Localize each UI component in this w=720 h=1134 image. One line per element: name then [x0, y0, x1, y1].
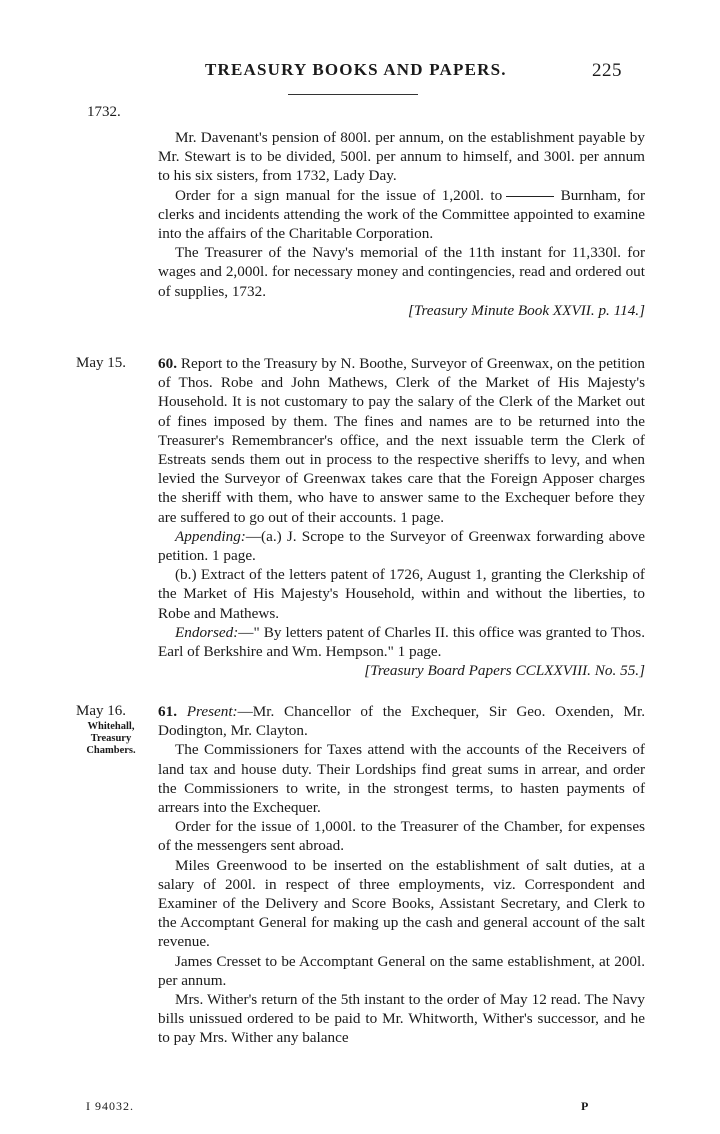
- header-rule: [288, 94, 418, 95]
- paragraph: Order for the issue of 1,000l. to the Treasurer of the Chamber, for expenses of the messengers sent abroad.: [158, 818, 645, 855]
- paragraph: The Commissioners for Taxes attend with the accounts of the Receivers of land tax and house duty. Their Lordships find great sums in arrear, and order the Commissioners to write, in the strongest terms, to hasten payments of arrears into the Exchequer.: [158, 741, 645, 817]
- location-line: Whitehall,: [87, 721, 135, 732]
- present-label: Present:: [186, 703, 238, 720]
- year-label: 1732.: [87, 104, 121, 120]
- appending-label: Appending:: [175, 527, 246, 545]
- sidenote-date: [76, 354, 126, 373]
- entry-date: May 16.: [76, 703, 126, 719]
- paragraph: Mr. Davenant's pension of 800l. per annum, on the establishment payable by Mr. Stewart is to be divided, 500l. per annum to himself, and 300l. per annum to his six sisters, from 1732, Lady Day.: [158, 129, 645, 185]
- paragraph: Mrs. Wither's return of the 5th instant to the order of May 12 read. The Navy bills unissued ordered to be paid to Mr. Whitworth, Wither's successor, and he to pay Mrs. Wither any balance: [158, 991, 645, 1047]
- sidenote-date: [76, 702, 146, 757]
- sheet-letter: P: [581, 1099, 589, 1113]
- paragraph: Endorsed:—" By letters patent of Charles II. this office was granted to Thos. Earl of Berkshire and Wm. Hempson." 1 page.: [158, 623, 645, 661]
- entry-number: 61.: [158, 703, 177, 720]
- paragraph: Appending:—(a.) J. Scrope to the Surveyor of Greenwax forwarding above petition. 1 page.: [158, 527, 645, 565]
- paragraph: Order for a sign manual for the issue of 1,200l. to Burnham, for clerks and incidents attending the work of the Committee appointed to examine into the affairs of the Charitable Corporation.: [158, 186, 646, 243]
- paragraph: 60. Report to the Treasury by N. Boothe, Surveyor of Greenwax, on the petition of Thos. Robe and John Mathews, Clerk of the Market of His Majesty's Household. It is not customary to pay the salary of the Clerk of the Market out of fines imposed by them. The fines and names are to be returned into the Treasurer's Remembrancer's office, and the next issuable term the Clerk of Estreats sends them out in process to the respective sheriffs to levy, and when levied the Surveyor of Greenwax takes care that the Foreign Apposer charges the sheriff with them, who have to answer same to the Exchequer before they are suffered to go out of their accounts. 1 page.: [158, 355, 645, 526]
- entry-60: [158, 354, 645, 680]
- location-line: Chambers.: [86, 745, 136, 756]
- paragraph: James Cresset to be Accomptant General on the same establishment, at 200l. per annum.: [158, 952, 645, 989]
- page-number: 225: [592, 60, 622, 81]
- location-line: Treasury: [90, 733, 132, 744]
- entry-date: May 15.: [76, 355, 126, 371]
- paragraph: Miles Greenwood to be inserted on the establishment of salt duties, at a salary of 200l. in respect of three employments, viz. Correspondent and Examiner of the Delivery and Score Books, Assistant Secretary, and Clerk to the Accomptant General for making up the cash and general account of the salt revenue.: [158, 856, 645, 951]
- paragraph: The Treasurer of the Navy's memorial of the 11th instant for 11,330l. for wages and 2,000l. for necessary money and contingencies, read and ordered out of supplies, 1732.: [158, 244, 645, 300]
- citation: [Treasury Minute Book XXVII. p. 114.]: [407, 301, 645, 319]
- paragraph: 61. Present:—Mr. Chancellor of the Exchequer, Sir Geo. Oxenden, Mr. Dodington, Mr. Clayton.: [158, 703, 646, 740]
- minutes-block: [158, 128, 645, 320]
- blank-dash: [506, 196, 554, 197]
- printer-signature: I 94032.: [86, 1099, 134, 1113]
- paragraph: (b.) Extract of the letters patent of 1726, August 1, granting the Clerkship of the Market of His Majesty's Household, within and without the liberties, to Robe and Mathews.: [158, 566, 645, 622]
- running-title: TREASURY BOOKS AND PAPERS.: [205, 60, 507, 79]
- running-head: [0, 60, 720, 84]
- endorsed-label: Endorsed:: [175, 623, 239, 641]
- citation: [Treasury Board Papers CCLXXVIII. No. 55.]: [364, 662, 645, 680]
- entry-61: [158, 702, 645, 1048]
- entry-number: 60.: [158, 355, 177, 372]
